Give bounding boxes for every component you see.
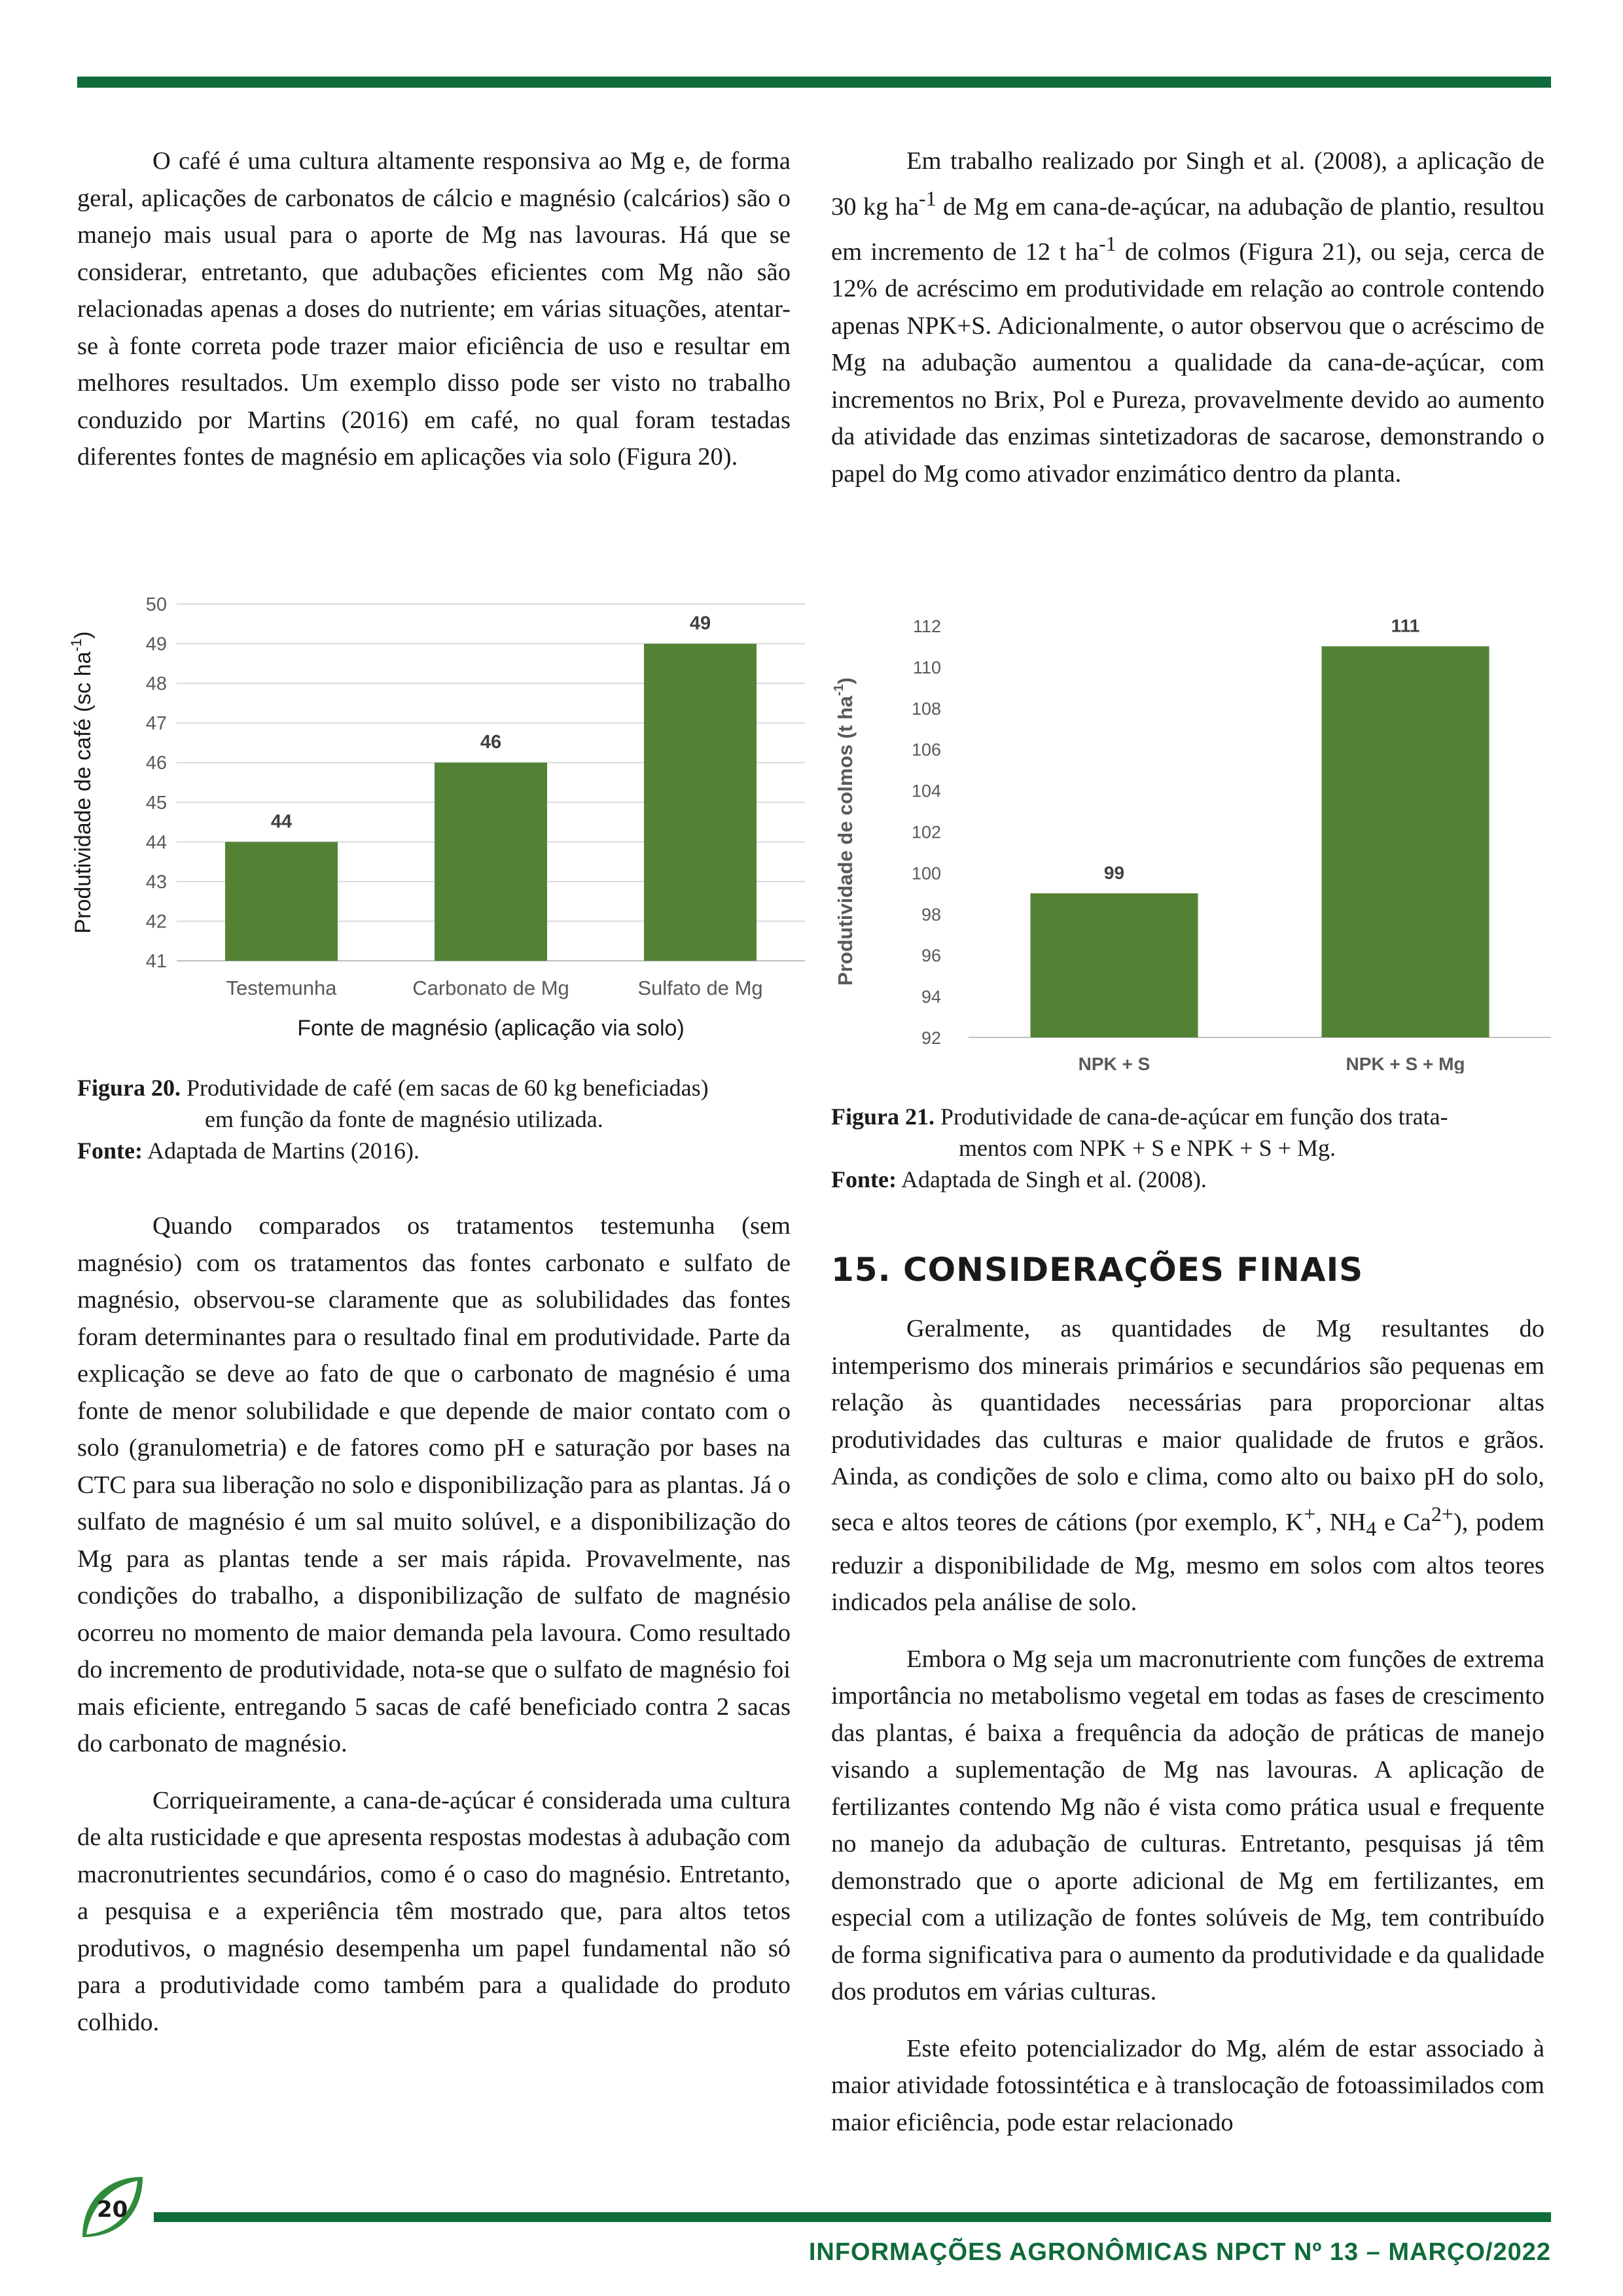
top-rule xyxy=(77,77,1551,88)
footer-rule xyxy=(154,2212,1551,2222)
page-number: 20 xyxy=(97,2197,128,2223)
paragraph: Quando comparados os tratamentos testemunha (sem magnésio) com os tratamentos das fontes carbonato e sulfato de magnésio, observou-se claramente que as solubilidades das fontes foram determinantes para o resultado final em produtividade. Parte da explicação se deve ao fato de que o carbonato de magnésio é uma fonte de menor solubilidade e que depende de maior contato com o solo (granulometria) e de fatores como pH e saturação por bases na CTC para sua liberação no solo e disponibilização para as plantas. Já o sulfato de magnésio é um sal muito solúvel, e a disponibilização do Mg para as plantas tende a ser mais rápida. Provavelmente, nas condições do trabalho, a disponibilização de sulfato de magnésio ocorreu no momento de maior demanda pela lavoura. Como resultado do incremento de produtividade, nota-se que o sulfato de magnésio foi mais eficiente, entregando 5 sacas de café beneficiado contra 2 sacas do carbonato de magnésio. xyxy=(77,1212,791,1757)
x-axis-title: Fonte de magnésio (aplicação via solo) xyxy=(297,1016,685,1041)
y-tick-label: 50 xyxy=(145,594,167,615)
y-tick-label: 104 xyxy=(911,781,941,801)
y-tick-label: 110 xyxy=(912,657,941,677)
data-label: 44 xyxy=(270,811,293,833)
y-tick-label: 42 xyxy=(145,911,167,933)
y-tick-label: 45 xyxy=(145,792,167,814)
y-tick-label: 100 xyxy=(911,863,941,884)
data-label: 46 xyxy=(480,732,502,753)
paragraph: O café é uma cultura altamente responsiva ao Mg e, de forma geral, aplicações de carbonatos de cálcio e magnésio (calcários) são o manejo mais usual para o aporte de Mg nas lavouras. Há que se considerar, entretanto, que adubações eficientes com Mg não são relacionadas apenas a doses do nutriente; em várias situações, atentar-se à fonte correta pode trazer maior eficiência de uso e resultar em melhores resultados. Um exemplo disso pode ser visto no trabalho conduzido por Martins (2016) em café, no qual foram testadas diferentes fontes de magnésio em aplicações via solo (Figura 20). xyxy=(77,147,791,471)
text-column-right-top xyxy=(831,143,1544,492)
x-tick-label: Testemunha xyxy=(226,977,337,999)
figure-21-chart xyxy=(818,602,1558,1073)
data-label: 49 xyxy=(689,613,711,634)
y-axis-title-text: Produtividade de café (sc ha xyxy=(71,651,96,934)
text-column-right-bottom xyxy=(831,1310,1544,2141)
bar xyxy=(1031,893,1198,1037)
y-tick-label: 106 xyxy=(911,740,941,760)
paragraph: Embora o Mg seja um macronutriente com funções de extrema importância no metabolismo vegetal em todas as fases de crescimento das plantas, é baixa a frequência da adoção de práticas de manejo visando a suplementação de Mg nas lavouras. A aplicação de fertilizantes contendo Mg não é vista como prática usual e frequente no manejo da adubação de culturas. Entretanto, pesquisas já têm demonstrado que o aporte adicional de Mg em fertilizantes, em especial com a utilização de fontes solúveis de Mg, tem contribuído de forma significativa para o aumento da produtividade e da qualidade dos produtos em várias culturas. xyxy=(831,1645,1544,2006)
data-label: 111 xyxy=(1391,615,1420,636)
figure-20-chart xyxy=(65,576,805,1047)
x-tick-label: Carbonato de Mg xyxy=(412,977,569,999)
y-tick-label: 47 xyxy=(145,713,167,734)
y-axis-title-end: ) xyxy=(834,677,857,685)
text-column-left-bottom xyxy=(77,1208,791,2041)
figure-20-caption: Figura 20. Produtividade de café (em sacas de 60 kg beneficiadas) em função da fonte de magnésio utilizada. Fonte: Adaptada de Martins (2016). xyxy=(77,1075,709,1164)
y-axis-title xyxy=(68,632,96,934)
paragraph: Geralmente, as quantidades de Mg resultantes do intemperismo dos minerais primários e secundários são pequenas em relação às quantidades necessárias para proporcionar altas produtividades das culturas e maior qualidade de frutos e grãos. Ainda, as condições de solo e clima, como alto ou baixo pH do solo, seca e altos teores de cátions (por exemplo, K+, $NH_4$ e $Ca^{2+}$), podem reduzir a disponibilidade de Mg, mesmo em solos com altos teores indicados pela análise de solo. xyxy=(831,1315,1545,1617)
y-axis-title xyxy=(832,677,857,986)
y-tick-label: 44 xyxy=(145,832,167,853)
bar xyxy=(644,644,757,961)
paragraph: Este efeito potencializador do Mg, além de estar associado à maior atividade fotossintética e à translocação de fotoassimilados com maior eficiência, pode estar relacionado xyxy=(831,2034,1544,2136)
y-axis-title-sup: -1 xyxy=(832,684,846,696)
x-tick-label: NPK + S + Mg xyxy=(1346,1054,1465,1073)
y-tick-label: 108 xyxy=(911,698,941,719)
y-tick-label: 102 xyxy=(911,822,941,842)
data-label: 99 xyxy=(1103,862,1125,883)
paragraph: Em trabalho realizado por Singh et al. (2008), a aplicação de 30 kg $ha^{-1}$ de Mg em cana-de-açúcar, na adubação de plantio, resultou em incremento de 12 t $ha^{-1}$ de colmos (Figura 21), ou seja, cerca de 12% de acréscimo em produtividade em relação ao controle contendo apenas NPK+S. Adicionalmente, o autor observou que o acréscimo de Mg na adubação aumentou a qualidade da cana-de-açúcar, com incrementos no Brix, Pol e Pureza, provavelmente devido ao aumento da atividade das enzimas sintetizadoras de sacarose, demonstrando o papel do Mg como ativador enzimático dentro da planta. xyxy=(831,147,1544,488)
y-tick-label: 48 xyxy=(145,673,167,695)
y-tick-label: 112 xyxy=(912,617,941,636)
y-tick-label: 98 xyxy=(921,905,941,925)
figure-21-caption: Figura 21. Produtividade de cana-de-açúcar em função dos trata- mentos com NPK + S e NPK + S + Mg. Fonte: Adaptada de Singh et al. (2008). xyxy=(831,1103,1448,1193)
text-column-left-top xyxy=(77,143,791,476)
y-tick-label: 46 xyxy=(145,753,167,774)
bar xyxy=(435,762,547,961)
paragraph: Corriqueiramente, a cana-de-açúcar é considerada uma cultura de alta rusticidade e que apresenta respostas modestas à adubação com macronutrientes secundários, como é o caso do magnésio. Entretanto, a pesquisa e a experiência têm mostrado que, para altos tetos produtivos, o magnésio desempenha um papel fundamental não só para a produtividade como também para a qualidade do produto colhido. xyxy=(77,1786,791,2036)
x-tick-label: NPK + S xyxy=(1078,1054,1150,1073)
page-number-badge xyxy=(77,2172,149,2244)
y-axis-title-sup: -1 xyxy=(68,638,84,652)
y-axis-title-text: Produtividade de colmos (t ha xyxy=(834,696,857,986)
bar xyxy=(1322,646,1489,1037)
y-tick-label: 92 xyxy=(921,1028,941,1048)
y-tick-label: 49 xyxy=(145,634,167,655)
y-tick-label: 43 xyxy=(145,871,167,893)
y-tick-label: 41 xyxy=(145,951,167,972)
y-tick-label: 96 xyxy=(921,946,941,966)
bar xyxy=(225,842,338,961)
publication-footer: INFORMAÇÕES AGRONÔMICAS NPCT Nº 13 – MARÇO/2022 xyxy=(808,2238,1551,2266)
x-tick-label: Sulfato de Mg xyxy=(637,977,763,999)
y-tick-label: 94 xyxy=(921,987,941,1007)
section-title: 15. CONSIDERAÇÕES FINAIS xyxy=(831,1251,1364,1289)
y-axis-title-end: ) xyxy=(71,631,96,639)
